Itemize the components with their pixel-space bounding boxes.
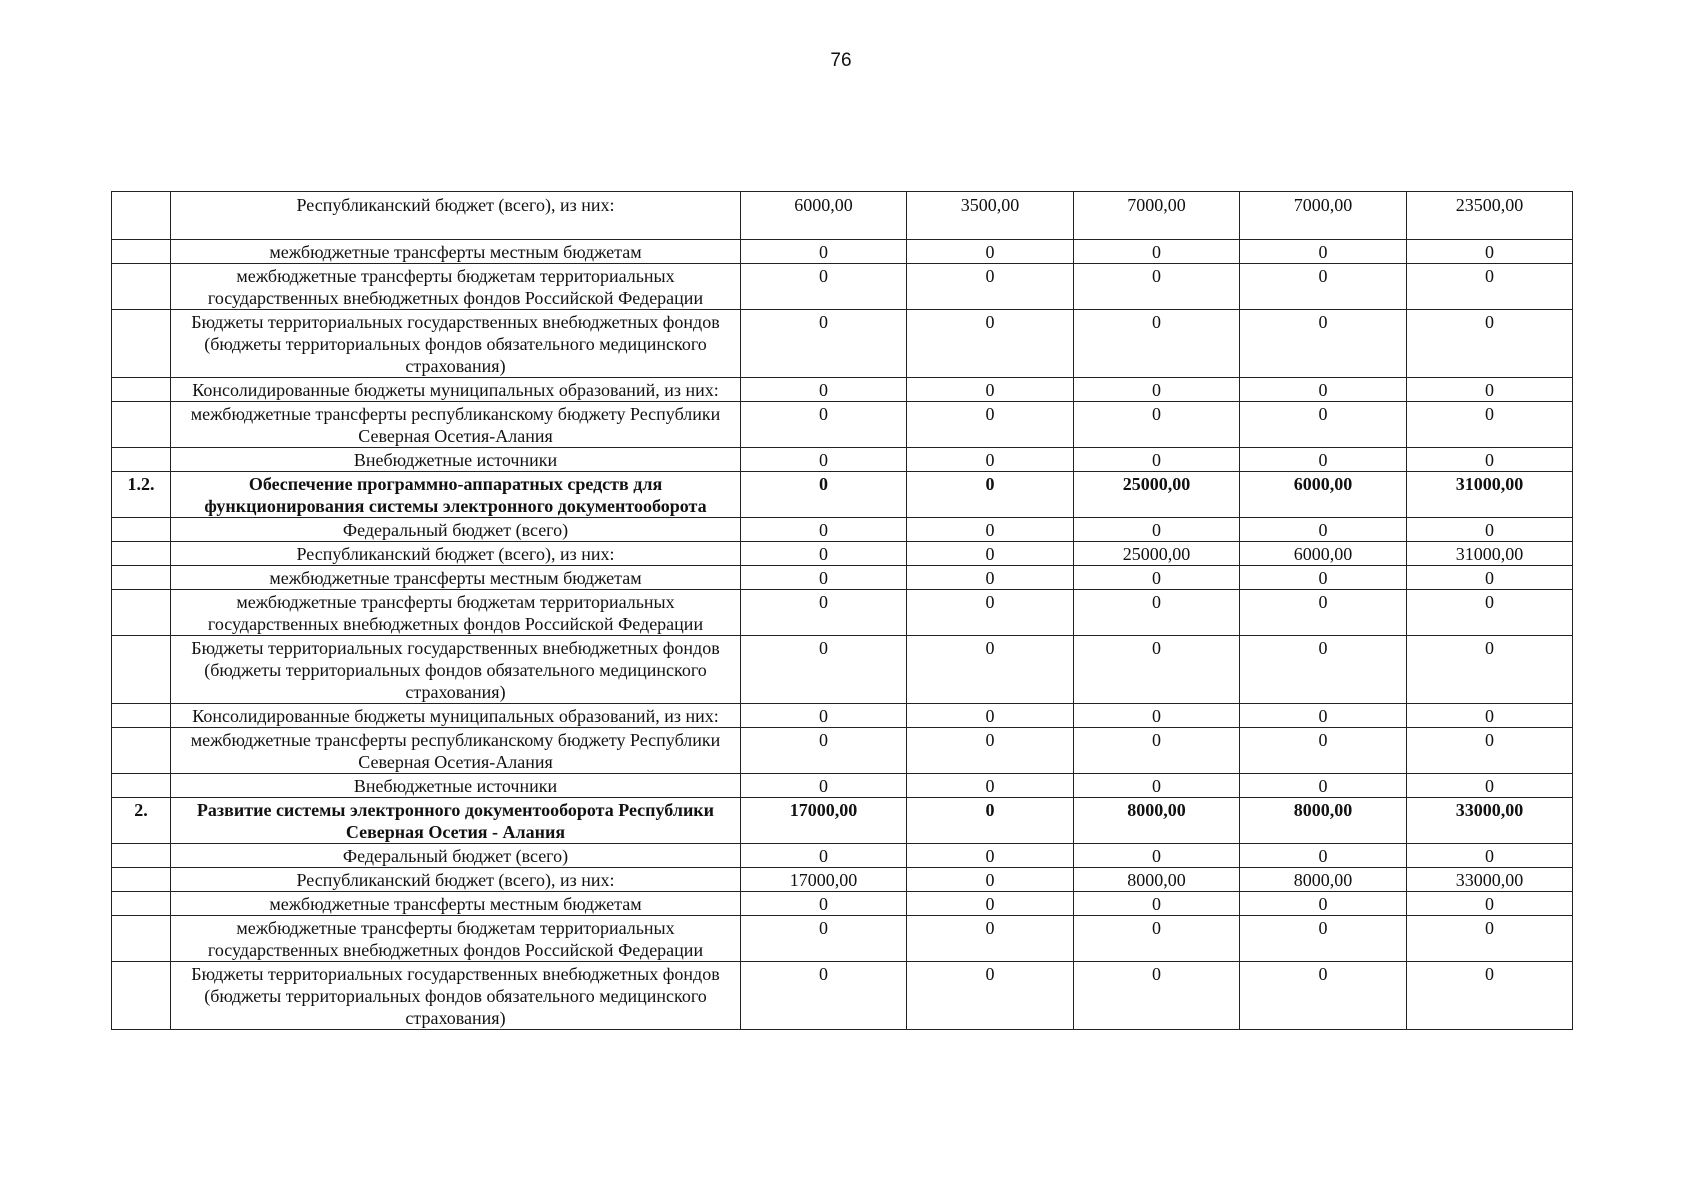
item-name-cell: Бюджеты территориальных государственных внебюджетных фондов (бюджеты территориальных фондов обязательного медицинского страхования) (171, 636, 741, 704)
value-cell: 0 (741, 518, 907, 542)
item-name-cell: Внебюджетные источники (171, 774, 741, 798)
value-cell: 0 (907, 566, 1074, 590)
row-number-cell (112, 566, 171, 590)
value-cell: 0 (1240, 774, 1407, 798)
value-cell: 0 (1407, 728, 1573, 774)
value-cell: 0 (1074, 310, 1240, 378)
row-number-cell (112, 892, 171, 916)
value-cell: 0 (1074, 704, 1240, 728)
value-cell: 6000,00 (1240, 542, 1407, 566)
value-cell: 0 (1074, 402, 1240, 448)
table-row (112, 566, 1573, 590)
value-cell: 0 (907, 704, 1074, 728)
value-cell: 33000,00 (1407, 868, 1573, 892)
value-cell: 0 (741, 844, 907, 868)
value-cell: 8000,00 (1240, 798, 1407, 844)
item-name-cell: межбюджетные трансферты местным бюджетам (171, 566, 741, 590)
value-cell: 0 (907, 240, 1074, 264)
row-number-cell (112, 264, 171, 310)
value-cell: 25000,00 (1074, 472, 1240, 518)
item-name-cell: межбюджетные трансферты республиканскому бюджету Республики Северная Осетия-Алания (171, 402, 741, 448)
value-cell: 0 (1407, 774, 1573, 798)
value-cell: 0 (907, 402, 1074, 448)
value-cell: 0 (1407, 240, 1573, 264)
value-cell: 0 (907, 798, 1074, 844)
table-row (112, 310, 1573, 378)
value-cell: 0 (1240, 518, 1407, 542)
row-number-cell: 2. (112, 798, 171, 844)
table-row (112, 868, 1573, 892)
value-cell: 0 (1407, 962, 1573, 1030)
value-cell: 0 (1407, 378, 1573, 402)
table-row (112, 402, 1573, 448)
item-name-cell: Консолидированные бюджеты муниципальных образований, из них: (171, 378, 741, 402)
value-cell: 0 (907, 542, 1074, 566)
page-number: 76 (830, 50, 852, 71)
value-cell: 0 (907, 962, 1074, 1030)
value-cell: 0 (1407, 566, 1573, 590)
table-row (112, 636, 1573, 704)
value-cell: 0 (741, 774, 907, 798)
value-cell: 0 (1240, 378, 1407, 402)
table-row (112, 518, 1573, 542)
value-cell: 0 (1407, 518, 1573, 542)
row-number-cell (112, 844, 171, 868)
row-number-cell (112, 916, 171, 962)
table-row (112, 192, 1573, 240)
row-number-cell (112, 636, 171, 704)
value-cell: 0 (1407, 402, 1573, 448)
value-cell: 0 (741, 448, 907, 472)
value-cell: 0 (1407, 590, 1573, 636)
value-cell: 33000,00 (1407, 798, 1573, 844)
table-row (112, 448, 1573, 472)
value-cell: 0 (1240, 310, 1407, 378)
table-row (112, 472, 1573, 518)
table-row (112, 962, 1573, 1030)
value-cell: 0 (741, 590, 907, 636)
value-cell: 0 (741, 728, 907, 774)
value-cell: 0 (1407, 310, 1573, 378)
value-cell: 0 (1074, 448, 1240, 472)
value-cell: 0 (907, 472, 1074, 518)
item-name-cell: Республиканский бюджет (всего), из них: (171, 868, 741, 892)
item-name-cell: межбюджетные трансферты республиканскому бюджету Республики Северная Осетия-Алания (171, 728, 741, 774)
value-cell: 31000,00 (1407, 472, 1573, 518)
budget-table (111, 191, 1573, 1030)
table-row (112, 704, 1573, 728)
value-cell: 0 (1240, 892, 1407, 916)
item-name-cell: Развитие системы электронного документооборота Республики Северная Осетия - Алания (171, 798, 741, 844)
value-cell: 0 (1074, 590, 1240, 636)
value-cell: 8000,00 (1074, 868, 1240, 892)
value-cell: 0 (1074, 844, 1240, 868)
value-cell: 0 (741, 264, 907, 310)
value-cell: 0 (1407, 636, 1573, 704)
value-cell: 0 (1074, 636, 1240, 704)
item-name-cell: Бюджеты территориальных государственных внебюджетных фондов (бюджеты территориальных фондов обязательного медицинского страхования) (171, 962, 741, 1030)
value-cell: 3500,00 (907, 192, 1074, 240)
row-number-cell (112, 310, 171, 378)
item-name-cell: Республиканский бюджет (всего), из них: (171, 192, 741, 240)
budget-table-body (112, 192, 1573, 1030)
value-cell: 0 (1240, 636, 1407, 704)
row-number-cell (112, 962, 171, 1030)
value-cell: 0 (1407, 448, 1573, 472)
row-number-cell (112, 704, 171, 728)
value-cell: 0 (1240, 264, 1407, 310)
value-cell: 0 (1074, 916, 1240, 962)
table-row (112, 378, 1573, 402)
value-cell: 0 (1407, 916, 1573, 962)
table-row (112, 892, 1573, 916)
value-cell: 0 (907, 636, 1074, 704)
item-name-cell: Республиканский бюджет (всего), из них: (171, 542, 741, 566)
value-cell: 0 (1074, 962, 1240, 1030)
value-cell: 0 (1074, 728, 1240, 774)
value-cell: 8000,00 (1074, 798, 1240, 844)
value-cell: 0 (1240, 962, 1407, 1030)
row-number-cell (112, 192, 171, 240)
value-cell: 0 (741, 962, 907, 1030)
row-number-cell (112, 448, 171, 472)
value-cell: 0 (1240, 566, 1407, 590)
row-number-cell (112, 728, 171, 774)
value-cell: 0 (741, 916, 907, 962)
table-row (112, 774, 1573, 798)
value-cell: 0 (1074, 774, 1240, 798)
table-row (112, 844, 1573, 868)
value-cell: 0 (1240, 240, 1407, 264)
item-name-cell: Внебюджетные источники (171, 448, 741, 472)
value-cell: 0 (907, 774, 1074, 798)
table-row (112, 728, 1573, 774)
value-cell: 17000,00 (741, 798, 907, 844)
value-cell: 0 (907, 448, 1074, 472)
value-cell: 0 (1240, 448, 1407, 472)
table-row (112, 798, 1573, 844)
table-row (112, 264, 1573, 310)
value-cell: 0 (1240, 590, 1407, 636)
row-number-cell (112, 542, 171, 566)
row-number-cell (112, 402, 171, 448)
row-number-cell (112, 868, 171, 892)
row-number-cell (112, 774, 171, 798)
value-cell: 0 (1240, 916, 1407, 962)
value-cell: 6000,00 (741, 192, 907, 240)
value-cell: 0 (741, 636, 907, 704)
value-cell: 0 (1074, 566, 1240, 590)
item-name-cell: Консолидированные бюджеты муниципальных образований, из них: (171, 704, 741, 728)
value-cell: 7000,00 (1074, 192, 1240, 240)
value-cell: 0 (1074, 378, 1240, 402)
value-cell: 0 (1074, 518, 1240, 542)
value-cell: 0 (907, 310, 1074, 378)
value-cell: 0 (1407, 892, 1573, 916)
value-cell: 0 (1407, 264, 1573, 310)
value-cell: 31000,00 (1407, 542, 1573, 566)
value-cell: 0 (1240, 402, 1407, 448)
value-cell: 0 (741, 378, 907, 402)
value-cell: 0 (907, 844, 1074, 868)
item-name-cell: межбюджетные трансферты местным бюджетам (171, 240, 741, 264)
item-name-cell: межбюджетные трансферты местным бюджетам (171, 892, 741, 916)
item-name-cell: межбюджетные трансферты бюджетам территориальных государственных внебюджетных фондов Российской Федерации (171, 916, 741, 962)
value-cell: 7000,00 (1240, 192, 1407, 240)
table-row (112, 590, 1573, 636)
value-cell: 0 (1407, 704, 1573, 728)
value-cell: 0 (741, 542, 907, 566)
item-name-cell: Обеспечение программно-аппаратных средств для функционирования системы электронного документооборота (171, 472, 741, 518)
value-cell: 17000,00 (741, 868, 907, 892)
table-row (112, 542, 1573, 566)
value-cell: 0 (907, 728, 1074, 774)
value-cell: 0 (741, 240, 907, 264)
item-name-cell: Федеральный бюджет (всего) (171, 844, 741, 868)
row-number-cell (112, 590, 171, 636)
value-cell: 0 (907, 892, 1074, 916)
value-cell: 0 (1240, 844, 1407, 868)
value-cell: 0 (907, 868, 1074, 892)
value-cell: 23500,00 (1407, 192, 1573, 240)
value-cell: 0 (907, 264, 1074, 310)
row-number-cell: 1.2. (112, 472, 171, 518)
item-name-cell: межбюджетные трансферты бюджетам территориальных государственных внебюджетных фондов Российской Федерации (171, 264, 741, 310)
value-cell: 0 (1074, 240, 1240, 264)
row-number-cell (112, 240, 171, 264)
value-cell: 0 (741, 892, 907, 916)
item-name-cell: межбюджетные трансферты бюджетам территориальных государственных внебюджетных фондов Российской Федерации (171, 590, 741, 636)
item-name-cell: Федеральный бюджет (всего) (171, 518, 741, 542)
value-cell: 8000,00 (1240, 868, 1407, 892)
value-cell: 0 (1240, 728, 1407, 774)
item-name-cell: Бюджеты территориальных государственных внебюджетных фондов (бюджеты территориальных фондов обязательного медицинского страхования) (171, 310, 741, 378)
value-cell: 0 (741, 566, 907, 590)
value-cell: 0 (907, 518, 1074, 542)
value-cell: 0 (1407, 844, 1573, 868)
value-cell: 6000,00 (1240, 472, 1407, 518)
value-cell: 0 (1240, 704, 1407, 728)
table-row (112, 916, 1573, 962)
value-cell: 0 (741, 472, 907, 518)
value-cell: 0 (741, 310, 907, 378)
value-cell: 25000,00 (1074, 542, 1240, 566)
value-cell: 0 (907, 590, 1074, 636)
value-cell: 0 (907, 916, 1074, 962)
value-cell: 0 (907, 378, 1074, 402)
row-number-cell (112, 378, 171, 402)
value-cell: 0 (1074, 264, 1240, 310)
value-cell: 0 (1074, 892, 1240, 916)
table-row (112, 240, 1573, 264)
row-number-cell (112, 518, 171, 542)
value-cell: 0 (741, 704, 907, 728)
value-cell: 0 (741, 402, 907, 448)
